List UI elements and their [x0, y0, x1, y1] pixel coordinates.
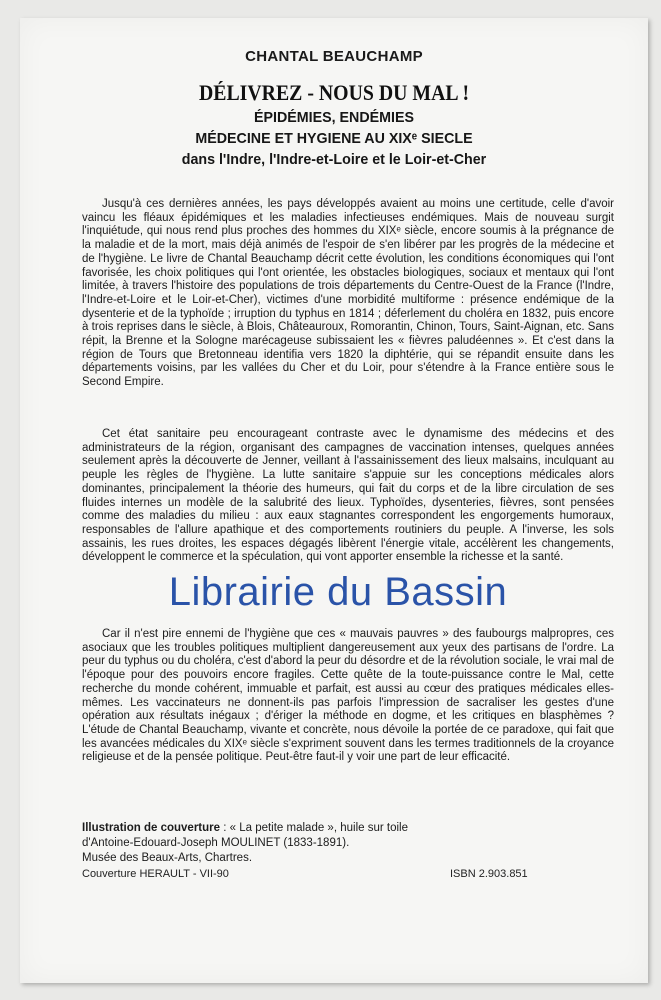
author-name: CHANTAL BEAUCHAMP [245, 48, 423, 65]
caption-line-2: d'Antoine-Edouard-Joseph MOULINET (1833-1891). [82, 837, 350, 849]
paragraph-2 [82, 428, 614, 565]
bookshop-watermark: Librairie du Bassin [168, 570, 508, 614]
paragraph-1 [82, 198, 614, 390]
subtitle-line-3: dans l'Indre, l'Indre-et-Loire et le Loir-et-Cher [181, 151, 487, 168]
caption-line-3: Musée des Beaux-Arts, Chartres. [82, 852, 253, 864]
paragraph-2-text: Cet état sanitaire peu encourageant contraste avec le dynamisme des médecins et des administrateurs de la région, organisant des campagnes de vaccination intenses, quelques années seulement après la découverte de Jenner, veillant à l'assainissement des lieux malsains, inculquant au peuple les règles de l'hygiène. La lutte sanitaire s'appuie sur les conceptions médicales alors dominantes, principalement la théorie des humeurs, qui fait du corps et de la libre circulation de ses fluides internes un modèle de la salubrité des lieux. Typhoïdes, dysenteries, fièvres, sont pensées comme des maladies du milieu : aux eaux stagnantes correspondent les engorgements humoraux, responsables de l'allure apathique et des comportements routiniers du peuple. A l'inverse, les sols assainis, les rues droites, les espaces dégagés libèrent l'énergie vitale, accélèrent les changements, développent le commerce et la spéculation, qui vont apporter ensemble la richesse et la santé. [82, 428, 614, 564]
caption-label: Illustration de couverture [82, 822, 221, 834]
cover-credit: Couverture HERAULT - VII-90 [82, 868, 229, 880]
subtitle-line-1: ÉPIDÉMIES, ENDÉMIES [254, 109, 414, 126]
paragraph-1-text: Jusqu'à ces dernières années, les pays développés avaient au moins une certitude, celle d'avoir vaincu les fléaux épidémiques et les maladies infectieuses endémiques. Mais de nouveau surgit l'inquiétude, qui nous rend plus proches des hommes du XIXᵉ siècle, encore soumis à la prégnance de la maladie et de la mort, mais déjà animés de l'espoir de s'en libérer par les progrès de la médecine et de l'hygiène. Le livre de Chantal Beauchamp décrit cette évolution, les conditions économiques qui l'ont favorisée, les choix politiques qui l'ont orientée, les obstacles biologiques, sociaux et mentaux qui l'ont limitée, à travers l'histoire des populations de trois départements du Centre-Ouest de la France (l'Indre, l'Indre-et-Loire et le Loir-et-Cher), victimes d'une morbidité multiforme : présence endémique de la dysenterie et de la typhoïde ; irruption du typhus en 1814 ; déferlement du choléra en 1832, puis encore à trois reprises dans le siècle, à Blois, Châteauroux, Romorantin, Chinon, Tours, Saint-Aignan, etc. Sans répit, la Brenne et la Sologne marécageuse subissaient les « fièvres paludéennes ». Et c'est dans la région de Tours que Bretonneau identifia vers 1820 la diphtérie, qui se répandit ensuite dans les départements voisins, par les vallées du Cher et du Loir, pour s'étendre à la France entière sous le Second Empire. [82, 198, 614, 389]
isbn: ISBN 2.903.851 [450, 868, 528, 880]
caption-line-1: : « La petite malade », huile sur toile [220, 822, 408, 834]
book-title: DÉLIVREZ - NOUS DU MAL ! [198, 80, 470, 105]
paragraph-3 [82, 628, 614, 765]
cover-illustration-caption [82, 821, 582, 866]
subtitle-line-2: MÉDECINE ET HYGIENE AU XIXᵉ SIECLE [195, 130, 473, 147]
book-back-cover [20, 18, 648, 983]
paragraph-3-text: Car il n'est pire ennemi de l'hygiène que ces « mauvais pauvres » des faubourgs malpropres, ces asociaux que les troubles politiques multiplient dangereusement aux yeux des partisans de l'ordre. La peur du typhus ou du choléra, c'est d'abord la peur du désordre et de la révolution sociale, le vrai mal de l'époque pour des pouvoirs encore fragiles. Cette quête de la toute-puissance contre le Mal, cette recherche du monde cohérent, immuable et parfait, est aussi au cœur des pratiques médicales elles-mêmes. Les vaccinateurs ne donnent-ils pas parfois l'impression de sacraliser les gestes d'une opération aux résultats inégaux ; d'ériger la méthode en dogme, et les critiques en blasphèmes ? L'étude de Chantal Beauchamp, vivante et concrète, nous dévoile la portée de ce paradoxe, qui fait que les avancées médicales du XIXᵉ siècle s'expriment souvent dans les termes traditionnels de la croyance religieuse et de la pensée politique. Peut-être faut-il y voir une part de leur efficacité. [82, 628, 614, 764]
